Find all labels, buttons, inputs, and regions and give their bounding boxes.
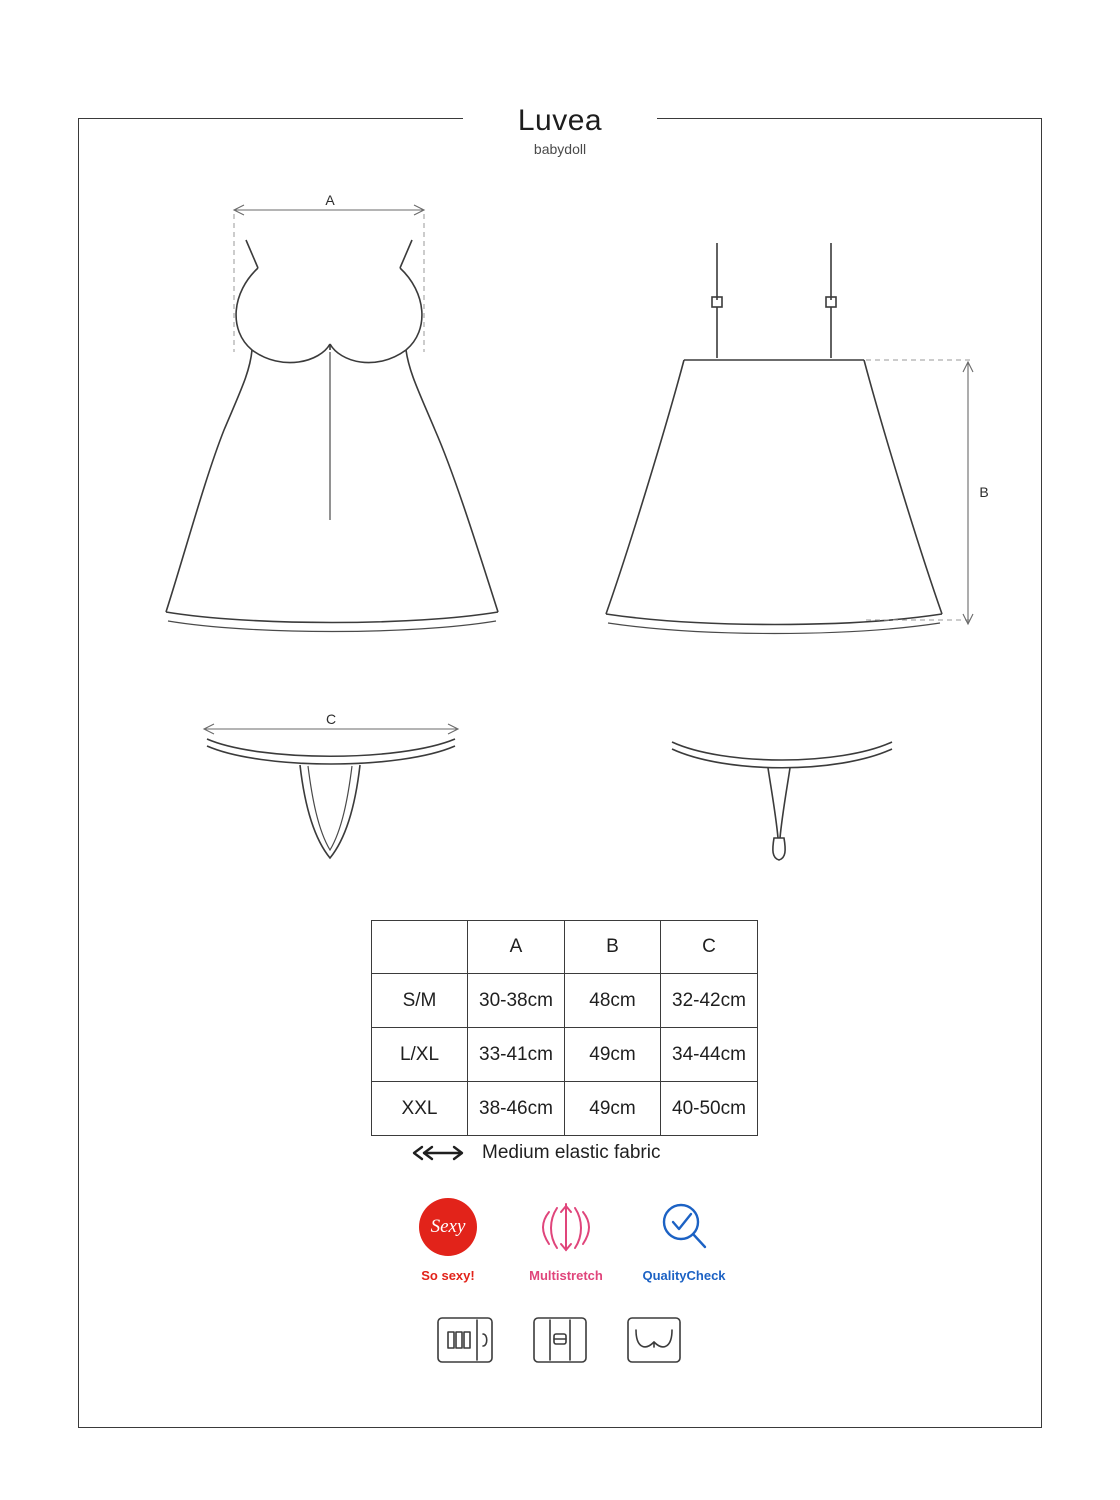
- table-header-b: B: [565, 921, 661, 974]
- elastic-note: [408, 1142, 660, 1164]
- badge-label-quality-check: QualityCheck: [642, 1268, 726, 1283]
- soft-cups-icon: [618, 1308, 690, 1372]
- badge-so-sexy: [396, 1196, 500, 1283]
- sexy-mark-label: Sexy: [430, 1216, 466, 1237]
- feature-icons: [430, 1308, 690, 1372]
- row-b: 48cm: [565, 974, 661, 1028]
- product-type: babydoll: [533, 141, 587, 157]
- row-size: S/M: [372, 974, 468, 1028]
- sexy-circle-icon: [396, 1196, 500, 1258]
- elastic-arrows-icon: [408, 1143, 470, 1163]
- table-header-c: C: [661, 921, 758, 974]
- row-b: 49cm: [565, 1028, 661, 1082]
- row-c: 40-50cm: [661, 1082, 758, 1136]
- row-a: 38-46cm: [468, 1082, 565, 1136]
- row-size: L/XL: [372, 1028, 468, 1082]
- size-table: [371, 920, 758, 1136]
- table-row: [372, 1028, 758, 1082]
- quality-check-icon: [632, 1196, 736, 1258]
- badge-multistretch: [514, 1196, 618, 1283]
- row-b: 49cm: [565, 1082, 661, 1136]
- table-header-row: [372, 921, 758, 974]
- elastic-note-label: Medium elastic fabric: [482, 1142, 661, 1163]
- badge-label-so-sexy: So sexy!: [421, 1268, 475, 1283]
- row-a: 33-41cm: [468, 1028, 565, 1082]
- dimension-c-label: C: [325, 711, 337, 727]
- adjustable-straps-icon: [524, 1308, 596, 1372]
- hook-and-eye-closure-icon: [430, 1308, 502, 1372]
- badge-quality-check: [632, 1196, 736, 1283]
- row-size: XXL: [372, 1082, 468, 1136]
- feature-badges: [396, 1196, 736, 1283]
- product-title-block: [463, 92, 657, 164]
- table-header-empty: [372, 921, 468, 974]
- multistretch-icon: [514, 1196, 618, 1258]
- badge-label-multistretch: Multistretch: [529, 1268, 603, 1283]
- dimension-a-label: A: [325, 192, 335, 208]
- table-header-a: A: [468, 921, 565, 974]
- row-c: 32-42cm: [661, 974, 758, 1028]
- table-row: [372, 974, 758, 1028]
- table-row: [372, 1082, 758, 1136]
- row-c: 34-44cm: [661, 1028, 758, 1082]
- dimension-b-label: B: [979, 484, 989, 500]
- row-a: 30-38cm: [468, 974, 565, 1028]
- page-title: Luvea: [517, 104, 603, 137]
